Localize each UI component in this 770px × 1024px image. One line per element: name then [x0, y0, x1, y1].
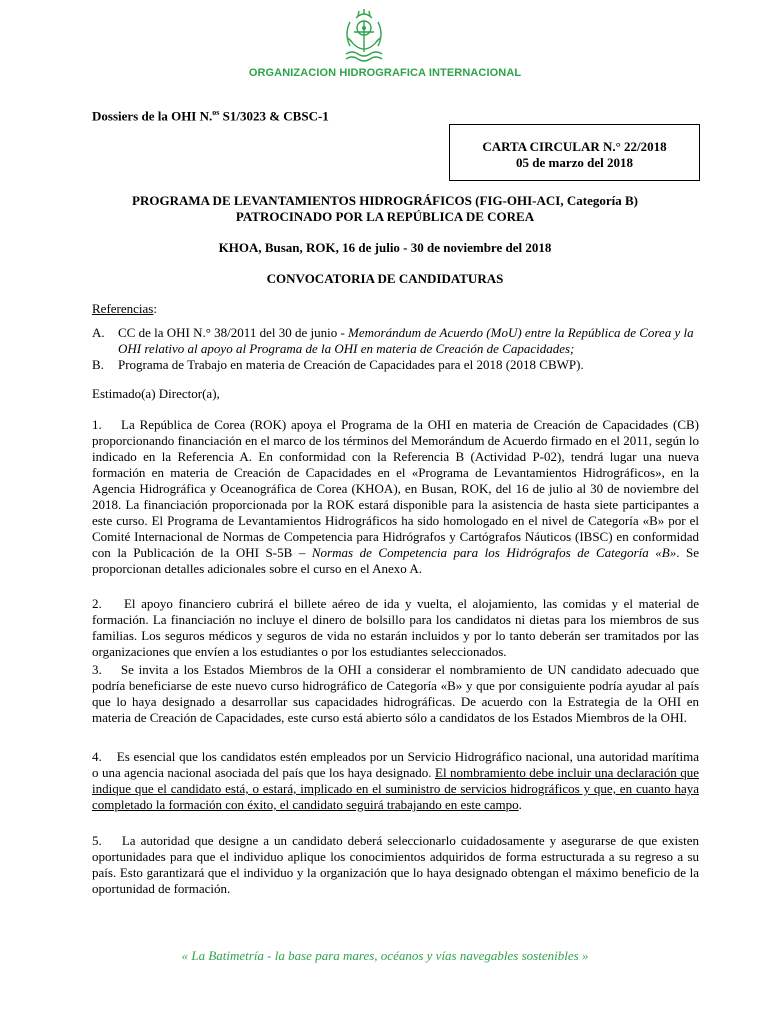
dossier-suffix: S1/3023 & CBSC-1 [219, 108, 329, 124]
reference-a-text [118, 325, 702, 357]
paragraph-1-a: 1. La República de Corea (ROK) apoya el Programa de la OHI en materia de Creación de Capacidades (CB) proporcionando financiación en el marco de los términos del Memorándum de Acuerdo firmado en el 2011, según lo indicado en la Referencia A. En conformidad con la Referencia B (Actividad P-02), tendrá lugar una nueva formación en materia de Creación de Capacidades en el «Programa de Levantamientos Hidrográficos», en la Agencia Hidrográfica y Oceanográfica de Corea (KHOA), en Busan, ROK, del 16 de julio al 30 de noviembre del 2018. La financiación proporcionada por la ROK estará disponible para la asistencia de hasta siete participantes a este curso. El Programa de Levantamientos Hidrográficos ha sido homologado en el nivel de Categoría «B» por el Comité Internacional de Normas de Competencia para Hidrógrafos y Cartógrafos Náuticos (IBSC) en conformidad con la Publicación de la OHI S-5B – [92, 417, 699, 560]
paragraph-4-end: . [518, 797, 522, 812]
paragraph-2: 2. El apoyo financiero cubrirá el billete aéreo de ida y vuelta, el alojamiento, las comidas y el material de formación. La financiación no incluye el dinero de bolsillo para los candidatos ni dietas para los miembros de sus familias. Los seguros médicos y seguros de vida no estarán incluidos y por lo tanto deberán ser tramitados por las organizaciones que envíen a los estudiantes o por los estudiantes seleccionados. [92, 596, 699, 659]
reference-b-letter: B. [92, 357, 104, 372]
reference-a-plain: CC de la OHI N.° 38/2011 del 30 de junio - [118, 325, 349, 340]
reference-b [92, 357, 702, 373]
paragraph-4-plain: 4. Es esencial que los candidatos estén empleados por un Servicio Hidrográfico nacional, una autoridad marítima o una agencia nacional asociada del país que los haya designado. [92, 749, 699, 780]
circular-number: CARTA CIRCULAR N.° 22/2018 [482, 139, 667, 154]
references-label-text: Referencias [92, 301, 154, 316]
organization-name: ORGANIZACION HIDROGRAFICA INTERNACIONAL [248, 67, 522, 79]
venue-title: KHOA, Busan, ROK, 16 de julio - 30 de noviembre del 2018 [218, 240, 552, 255]
dossier-reference [92, 108, 329, 124]
paragraph-5: 5. La autoridad que designe a un candidato deberá seleccionarlo cuidadosamente y asegurarse de que existen oportunidades para que el individuo aplique los conocimientos adquiridos de forma estructurada a su regreso a su país. Esto garantizará que el individuo y la organización que lo haya designado obtengan el máximo beneficio de la oportunidad de formación. [92, 833, 699, 896]
circular-letter-box [449, 124, 700, 181]
reference-a [92, 325, 702, 357]
circular-date: 05 de marzo del 2018 [516, 155, 633, 170]
paragraph-4-underlined: El nombramiento debe incluir una declaración que indique que el candidato está, o estará, implicado en el suministro de servicios hidrográficos y que, en cuanto haya completado la formación con éxito, el candidato seguirá trabajando en este campo [92, 765, 699, 812]
reference-a-italic: Memorándum de Acuerdo (MoU) entre la República de Corea y la OHI relativo al apoyo al Programa de la OHI en materia de Creación de Capacidades; [118, 325, 694, 356]
paragraph-1 [92, 417, 699, 577]
paragraph-4 [92, 749, 699, 813]
dossier-sup: os [212, 108, 220, 117]
iho-emblem-icon [340, 8, 388, 68]
program-title [0, 193, 770, 225]
reference-b-text: Programa de Trabajo en materia de Creación de Capacidades para el 2018 (2018 CBWP). [118, 357, 584, 372]
references-label [92, 301, 157, 317]
footer-motto: « La Batimetría - la base para mares, océanos y vías navegables sostenibles » [181, 948, 589, 963]
references-colon: : [153, 301, 157, 316]
program-title-line2: PATROCINADO POR LA REPÚBLICA DE COREA [235, 209, 535, 224]
call-title: CONVOCATORIA DE CANDIDATURAS [266, 271, 504, 286]
greeting: Estimado(a) Director(a), [92, 386, 220, 401]
reference-a-letter: A. [92, 325, 105, 340]
paragraph-3: 3. Se invita a los Estados Miembros de la OHI a considerar el nombramiento de UN candidato adecuado que podría beneficiarse de este nuevo curso hidrográfico de Categoría «B» y que por consiguiente podría ayudar al país que lo haya designado a desarrollar sus capacidades hidrográficas. De acuerdo con la Estrategia de la OHI en materia de Creación de Capacidades, este curso está abierto sólo a candidatos de los Estados Miembros de la OHI. [92, 662, 699, 725]
paragraph-1-italic: Normas de Competencia para los Hidrógrafos de Categoría «B» [311, 545, 677, 560]
dossier-prefix: Dossiers de la OHI N. [92, 108, 213, 124]
paragraph-1-b: . Se proporcionan detalles adicionales sobre el curso en el Anexo A. [92, 545, 700, 576]
program-title-line1: PROGRAMA DE LEVANTAMIENTOS HIDROGRÁFICOS (FIG-OHI-ACI, Categoría B) [132, 193, 638, 208]
